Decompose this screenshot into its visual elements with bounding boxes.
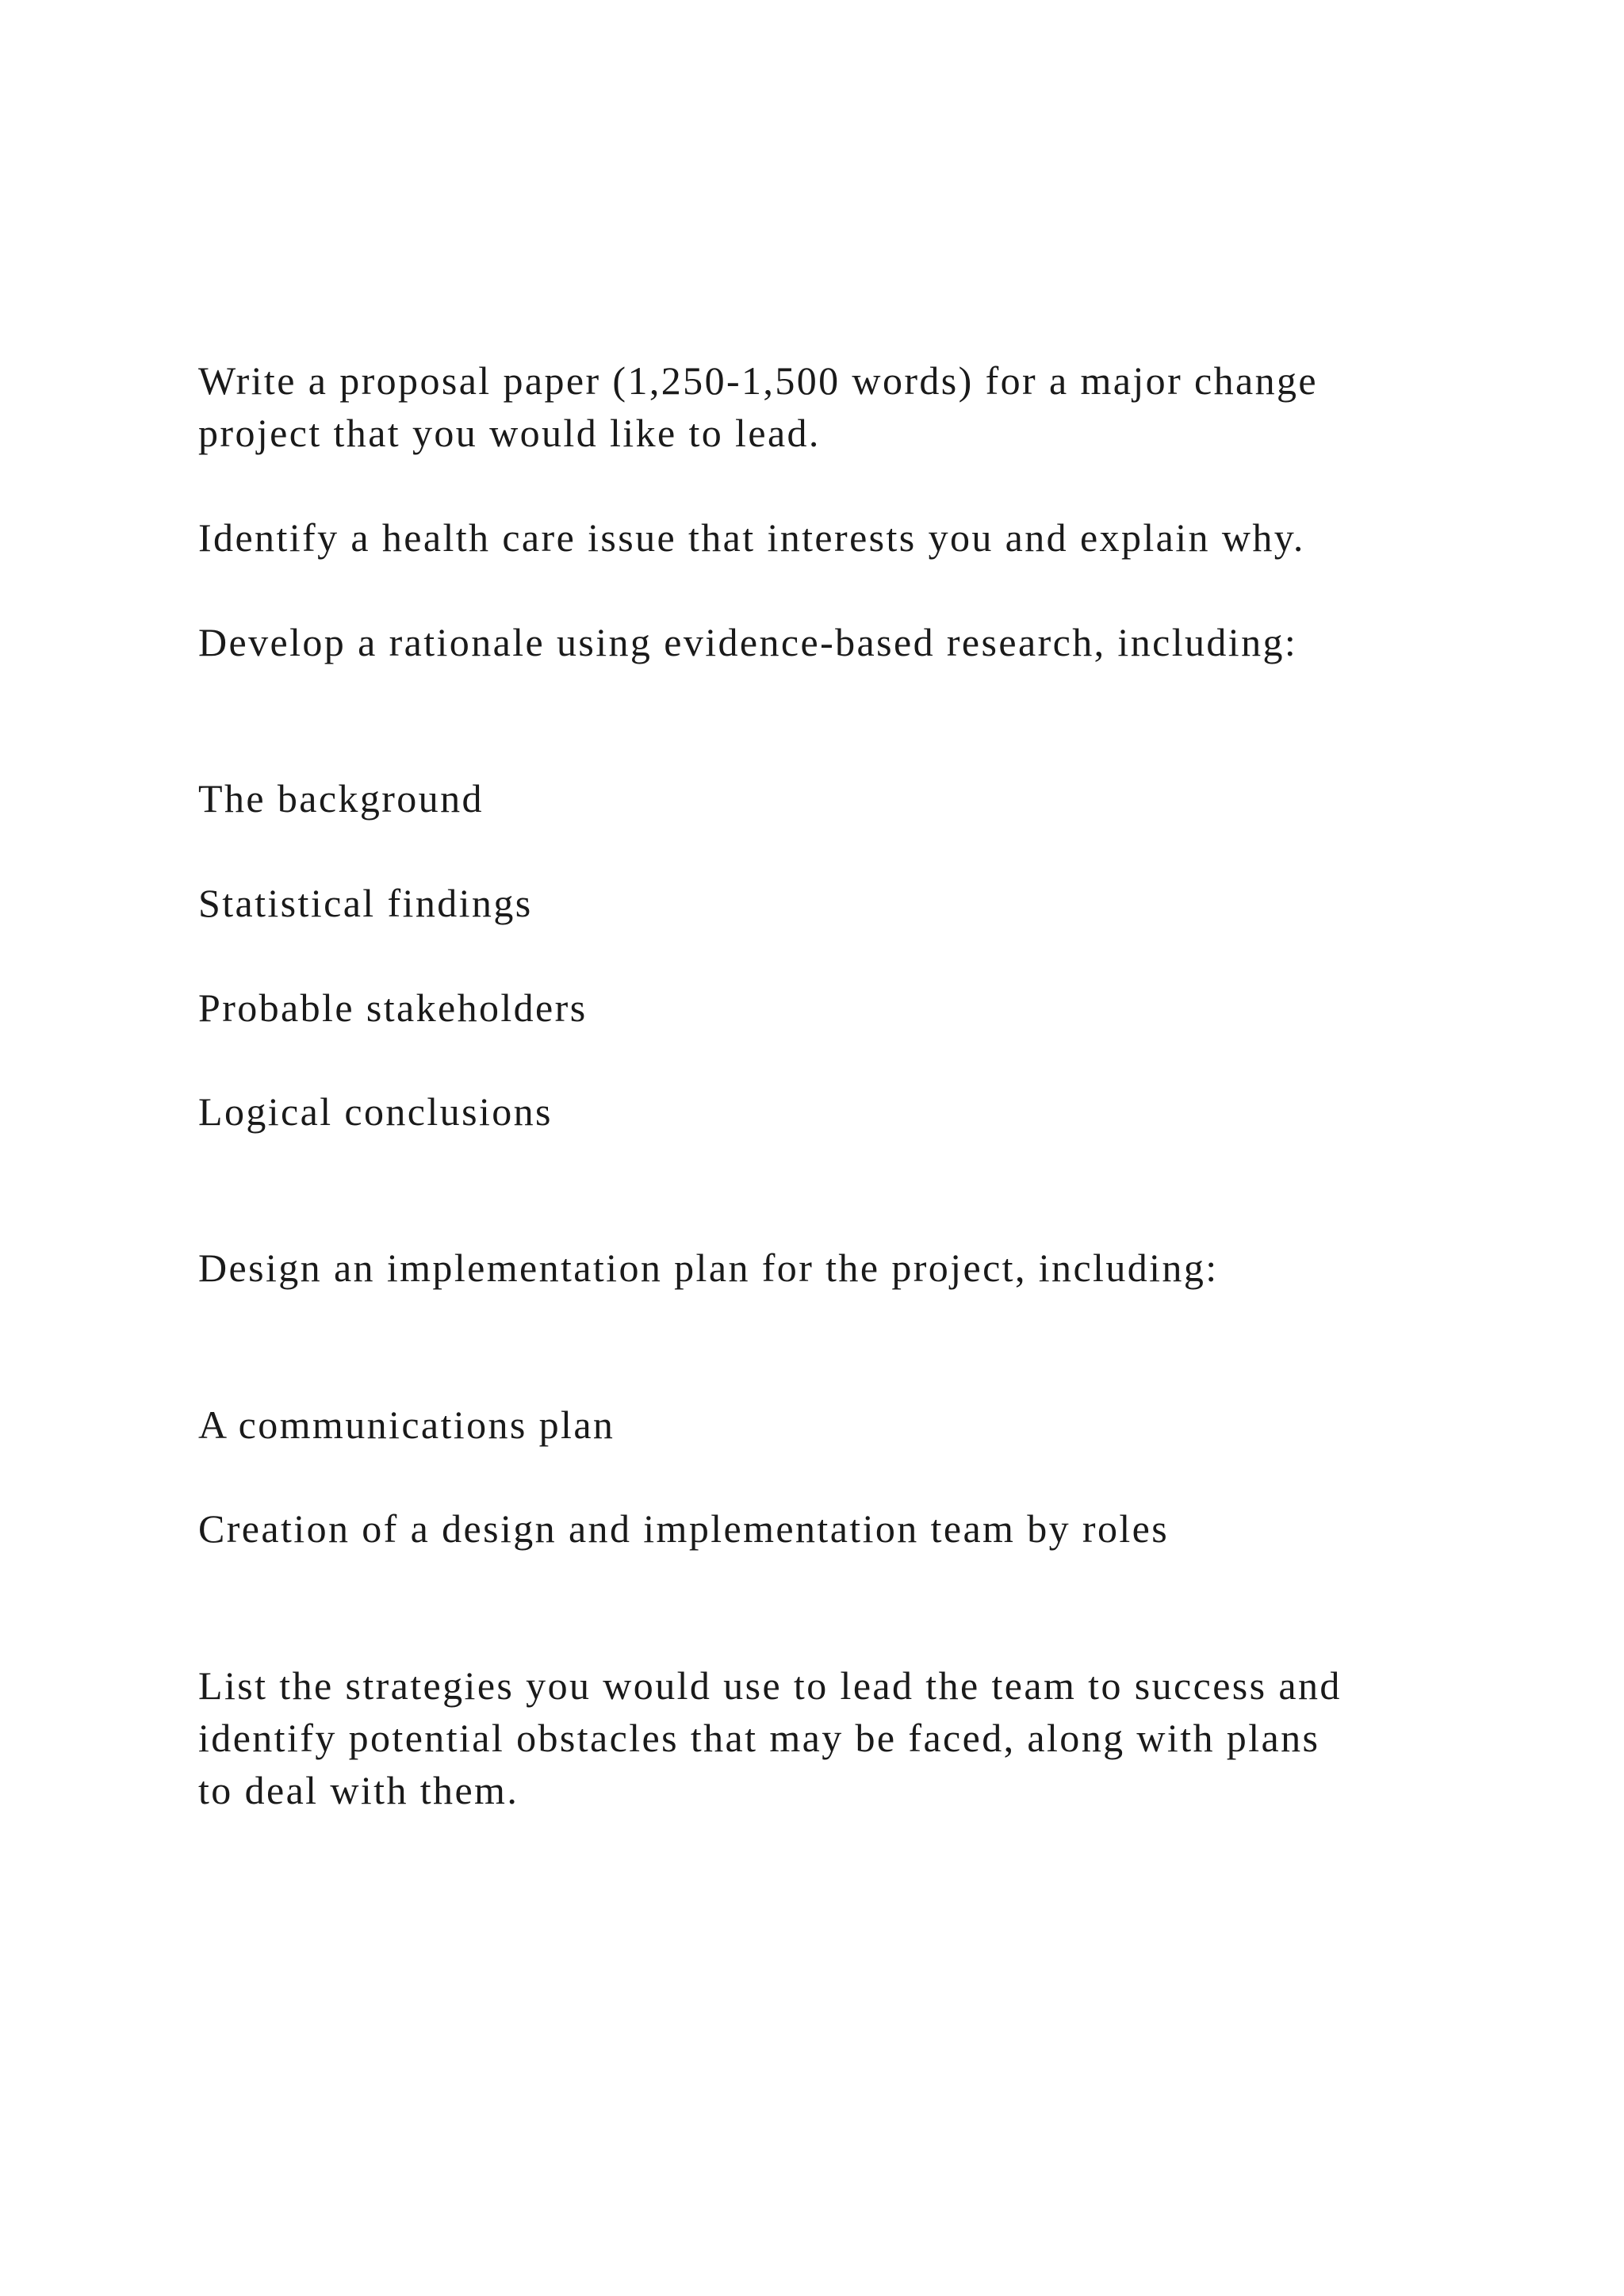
strategies-line-1: List the strategies you would use to lead the team to success and	[198, 1663, 1342, 1708]
rationale-item-stakeholders: Probable stakeholders	[198, 985, 588, 1030]
intro-line-2: project that you would like to lead.	[198, 411, 821, 455]
identify-issue-paragraph: Identify a health care issue that interests you and explain why.	[198, 515, 1305, 560]
strategies-line-2: identify potential obstacles that may be faced, along with plans	[198, 1716, 1320, 1760]
strategies-paragraph	[198, 1659, 1499, 1816]
implementation-heading: Design an implementation plan for the project, including:	[198, 1246, 1219, 1290]
strategies-line-3: to deal with them.	[198, 1768, 519, 1812]
intro-paragraph	[198, 354, 1499, 459]
rationale-item-conclusions: Logical conclusions	[198, 1089, 553, 1134]
rationale-item-statistical-findings: Statistical findings	[198, 881, 533, 925]
intro-line-1: Write a proposal paper (1,250-1,500 words) for a major change	[198, 358, 1319, 403]
implementation-item-team: Creation of a design and implementation team by roles	[198, 1506, 1170, 1551]
rationale-heading: Develop a rationale using evidence-based research, including:	[198, 620, 1298, 664]
rationale-item-background: The background	[198, 776, 484, 821]
implementation-item-communications: A communications plan	[198, 1402, 615, 1447]
